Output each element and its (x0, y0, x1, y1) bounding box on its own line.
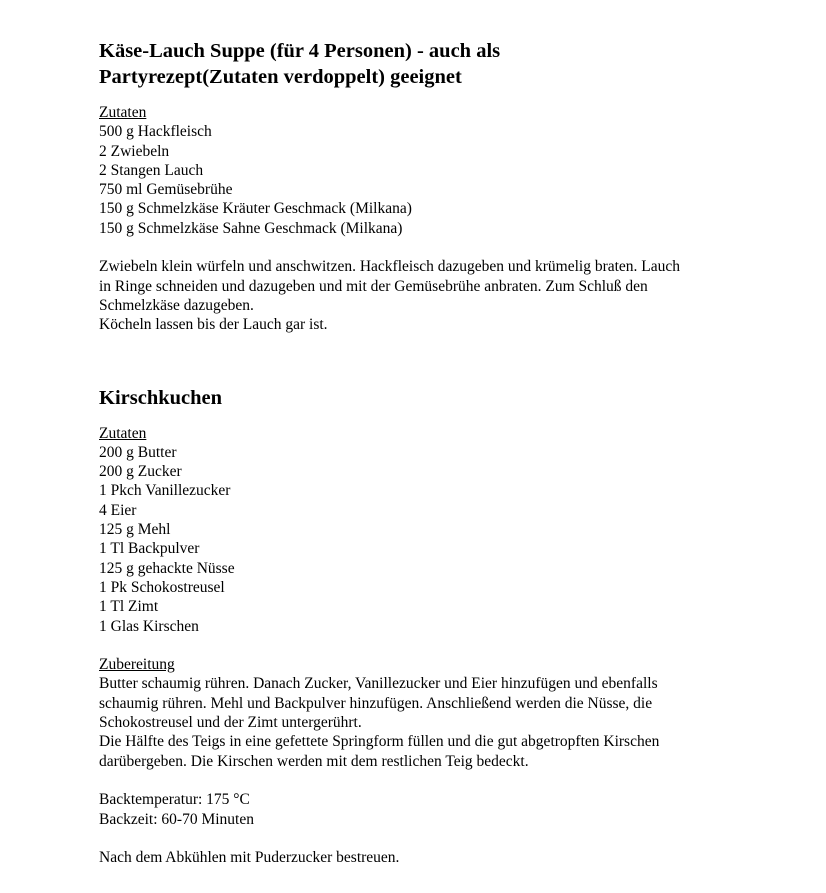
ingredient-item: 2 Stangen Lauch (99, 161, 204, 179)
ingredient-item: 150 g Schmelzkäse Kräuter Geschmack (Milkana) (99, 200, 412, 218)
recipe-title: Käse-Lauch Suppe (für 4 Personen) - auch als (99, 40, 501, 62)
bake-time: Backzeit: 60-70 Minuten (99, 810, 254, 828)
ingredient-item: 150 g Schmelzkäse Sahne Geschmack (Milkana) (99, 219, 403, 237)
preparation-heading: Zubereitung (99, 656, 175, 674)
finish-note: Nach dem Abkühlen mit Puderzucker bestreuen. (99, 849, 400, 867)
preparation-line: Schokostreusel und der Zimt untergerührt. (99, 714, 362, 732)
ingredient-item: 1 Tl Zimt (99, 598, 159, 616)
ingredients-heading: Zutaten (99, 104, 147, 121)
ingredient-item: 200 g Butter (99, 443, 177, 461)
instruction-line: Köcheln lassen bis der Lauch gar ist. (99, 316, 328, 334)
recipe-title: Kirschkuchen (99, 386, 223, 409)
ingredient-item: 200 g Zucker (99, 463, 182, 481)
ingredient-item: 2 Zwiebeln (99, 142, 170, 160)
ingredient-item: 4 Eier (99, 501, 137, 519)
recipe-title-continued: Partyrezept(Zutaten verdoppelt) geeignet (99, 66, 462, 88)
ingredient-item: 125 g Mehl (99, 521, 171, 539)
ingredient-item: 125 g gehackte Nüsse (99, 559, 235, 577)
ingredients-heading: Zutaten (99, 424, 147, 442)
ingredient-item: 750 ml Gemüsebrühe (99, 181, 233, 199)
preparation-line: Die Hälfte des Teigs in eine gefettete Springform füllen und die gut abgetropften Kirschen (99, 733, 660, 751)
ingredient-item: 1 Pkch Vanillezucker (99, 482, 231, 500)
instruction-line: in Ringe schneiden und dazugeben und mit der Gemüsebrühe anbraten. Zum Schluß den (99, 277, 648, 295)
instruction-line: Schmelzkäse dazugeben. (99, 296, 254, 314)
ingredient-item: 1 Glas Kirschen (99, 617, 199, 635)
bake-temperature: Backtemperatur: 175 °C (99, 791, 250, 809)
ingredient-item: 1 Pk Schokostreusel (99, 578, 225, 596)
instruction-line: Zwiebeln klein würfeln und anschwitzen. Hackfleisch dazugeben und krümelig braten. Lauch (99, 258, 681, 276)
ingredient-item: 500 g Hackfleisch (99, 123, 212, 141)
preparation-line: darübergeben. Die Kirschen werden mit dem restlichen Teig bedeckt. (99, 752, 529, 770)
preparation-line: schaumig rühren. Mehl und Backpulver hinzufügen. Anschließend werden die Nüsse, die (99, 694, 653, 712)
ingredient-item: 1 Tl Backpulver (99, 540, 200, 558)
document-page (99, 38, 799, 867)
preparation-line: Butter schaumig rühren. Danach Zucker, Vanillezucker und Eier hinzufügen und ebenfalls (99, 675, 658, 693)
